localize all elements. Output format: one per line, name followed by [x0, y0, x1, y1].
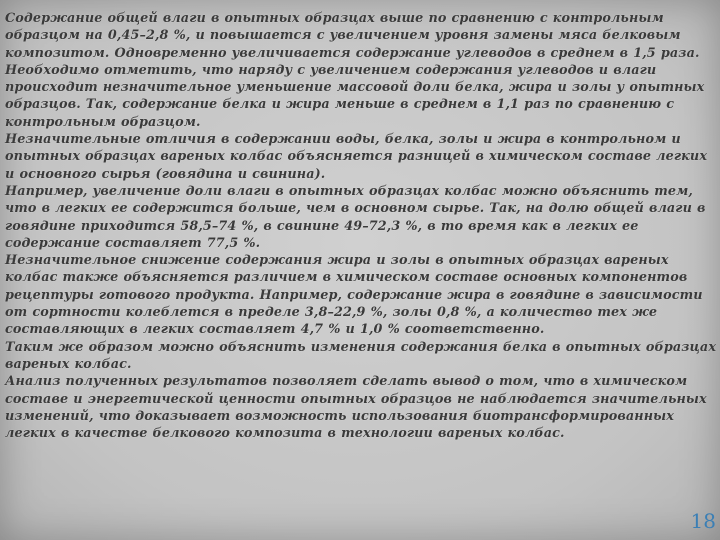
page-number: 18 [690, 509, 716, 533]
paragraph-moisture-example: Например, увеличение доли влаги в опытных образцах колбас можно объяснить тем, что в легких ее содержится больше, чем в основном сырье. Так, на долю общей влаги в говядине приходится 58,5–74 %, в свинине 49–72,3 %, в то время как в легких ее содержание составляет 77,5 %. [5, 183, 706, 251]
slide-text-body [5, 10, 717, 500]
paragraph-protein: Таким же образом можно объяснить изменения содержания белка в опытных образцах вареных колбас. [5, 339, 717, 372]
paragraph-differences: Незначительные отличия в содержании воды, белка, золы и жира в контрольном и опытных образцах вареных колбас объясняется разницей в химическом составе легких и основного сырья (говядина и свинина). [5, 132, 708, 182]
paragraph-fat-ash: Незначительное снижение содержания жира и золы в опытных образцах вареных колбас также объясняется различием в химическом составе основных компонентов рецептуры готового продукта. Например, содержание жира в говядине в зависимости от сортности колеблется в пределе 3,8–22,9 %, золы 0,8 %, а количество тех же составляющих в легких составляет 4,7 % и 1,0 % соответственно. [5, 253, 703, 338]
paragraph-conclusion: Анализ полученных результатов позволяет сделать вывод о том, что в химическом составе и энергетической ценности опытных образцов не наблюдается значительных изменений, что доказывает возможность использования биотрансформированных легких в качестве белкового композита в технологии вареных колбас. [5, 374, 707, 442]
paragraph-moisture-carbohydrates: Содержание общей влаги в опытных образцах выше по сравнению с контрольным образцом на 0,45–2,8 %, и повышается с увеличением уровня замены мяса белковым композитом. Одновременно увеличивается содержание углеводов в среднем в 1,5 раза. Необходимо отметить, что наряду с увеличением содержания углеводов и влаги происходит незначительное уменьшение массовой доли белка, жира и золы у опытных образцов. Так, содержание белка и жира меньше в среднем в 1,1 раз по сравнению с контрольным образцом. [5, 11, 705, 130]
